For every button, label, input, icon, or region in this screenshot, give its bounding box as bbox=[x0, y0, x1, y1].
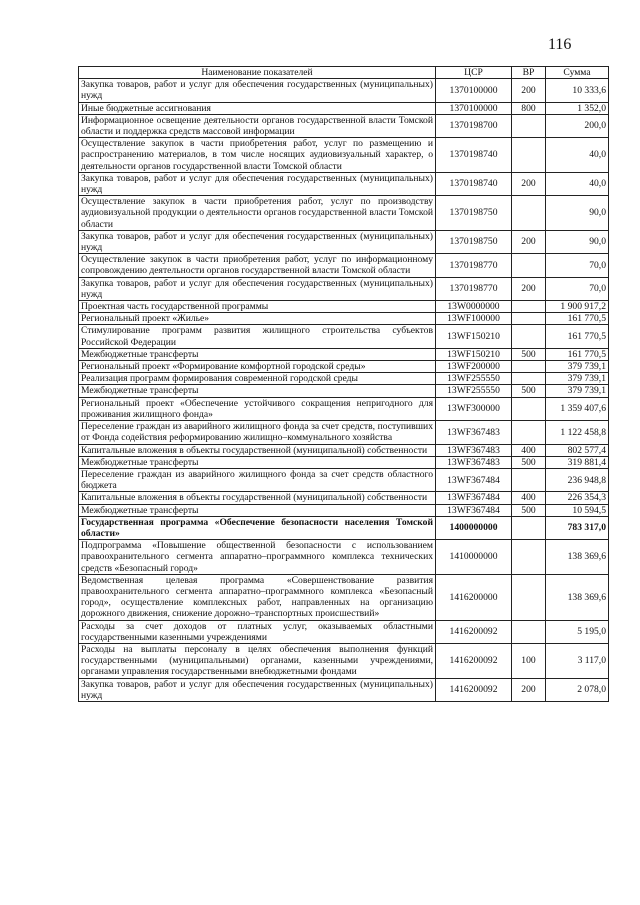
header-csr: ЦСР bbox=[436, 67, 512, 79]
row-csr: 1416200000 bbox=[436, 574, 512, 620]
row-name: Переселение граждан из аварийного жилищного фонда за счет средств, поступивших от Фонда содействия реформированию жилищно–коммунального хозяйства bbox=[79, 421, 436, 444]
table-row bbox=[79, 492, 609, 504]
row-vr bbox=[512, 196, 546, 231]
row-name: Межбюджетные трансферты bbox=[79, 504, 436, 516]
table-row bbox=[79, 301, 609, 313]
row-csr: 1370100000 bbox=[436, 102, 512, 114]
row-name: Переселение граждан из аварийного жилищного фонда за счет средств областного бюджета bbox=[79, 468, 436, 491]
table-row bbox=[79, 620, 609, 643]
row-sum: 10 594,5 bbox=[546, 504, 609, 516]
table-row bbox=[79, 444, 609, 456]
row-csr: 13WF367483 bbox=[436, 456, 512, 468]
row-name: Региональный проект «Жилье» bbox=[79, 313, 436, 325]
table-row bbox=[79, 172, 609, 195]
row-csr: 13WF367483 bbox=[436, 444, 512, 456]
row-csr: 1370198740 bbox=[436, 138, 512, 173]
table-row bbox=[79, 196, 609, 231]
row-sum: 40,0 bbox=[546, 172, 609, 195]
row-name: Расходы на выплаты персоналу в целях обеспечения выполнения функций государственными (муниципальными) органами, казенными учреждениями, органами управления государственными внебюджетными фондами bbox=[79, 643, 436, 678]
row-sum: 90,0 bbox=[546, 230, 609, 253]
row-name: Расходы за счет доходов от платных услуг, оказываемых областными государственными казенными учреждениями bbox=[79, 620, 436, 643]
row-name: Проектная часть государственной программы bbox=[79, 301, 436, 313]
row-vr bbox=[512, 254, 546, 277]
row-vr bbox=[512, 114, 546, 137]
table-row bbox=[79, 79, 609, 102]
row-csr: 1370198770 bbox=[436, 254, 512, 277]
header-sum: Сумма bbox=[546, 67, 609, 79]
table-row bbox=[79, 456, 609, 468]
row-csr: 13WF367484 bbox=[436, 504, 512, 516]
row-csr: 1370198750 bbox=[436, 196, 512, 231]
row-name: Закупка товаров, работ и услуг для обеспечения государственных (муниципальных) нужд bbox=[79, 230, 436, 253]
table-row bbox=[79, 114, 609, 137]
row-vr: 100 bbox=[512, 643, 546, 678]
table-row bbox=[79, 574, 609, 620]
row-name: Региональный проект «Формирование комфортной городской среды» bbox=[79, 361, 436, 373]
row-sum: 236 948,8 bbox=[546, 468, 609, 491]
row-name: Подпрограмма «Повышение общественной безопасности с использованием правоохранительного сегмента аппаратно–программного комплекса технических средств «Безопасный город» bbox=[79, 540, 436, 575]
row-vr bbox=[512, 138, 546, 173]
table-row bbox=[79, 361, 609, 373]
row-vr: 800 bbox=[512, 102, 546, 114]
row-sum: 138 369,6 bbox=[546, 574, 609, 620]
row-sum: 90,0 bbox=[546, 196, 609, 231]
table-row bbox=[79, 325, 609, 348]
row-vr: 500 bbox=[512, 385, 546, 397]
row-vr bbox=[512, 468, 546, 491]
row-csr: 13WF150210 bbox=[436, 348, 512, 360]
table-row bbox=[79, 277, 609, 300]
row-sum: 1 122 458,8 bbox=[546, 421, 609, 444]
table-row bbox=[79, 397, 609, 420]
row-csr: 1370198740 bbox=[436, 172, 512, 195]
row-vr bbox=[512, 373, 546, 385]
row-vr: 200 bbox=[512, 230, 546, 253]
row-name: Закупка товаров, работ и услуг для обеспечения государственных (муниципальных) нужд bbox=[79, 277, 436, 300]
row-sum: 783 317,0 bbox=[546, 516, 609, 539]
row-vr: 400 bbox=[512, 492, 546, 504]
row-name: Закупка товаров, работ и услуг для обеспечения государственных (муниципальных) нужд bbox=[79, 79, 436, 102]
row-vr bbox=[512, 313, 546, 325]
row-csr: 13WF255550 bbox=[436, 373, 512, 385]
row-csr: 1416200092 bbox=[436, 643, 512, 678]
table-row bbox=[79, 313, 609, 325]
row-sum: 200,0 bbox=[546, 114, 609, 137]
page-number: 116 bbox=[548, 36, 572, 53]
row-name: Осуществление закупок в части приобретения работ, услуг по размещению и распространению материалов, в том числе носящих аудиовизуальный характер, о деятельности органов государственной власти Томской области bbox=[79, 138, 436, 173]
table-row bbox=[79, 254, 609, 277]
row-csr: 1370198750 bbox=[436, 230, 512, 253]
table-body bbox=[79, 79, 609, 702]
row-vr: 200 bbox=[512, 277, 546, 300]
row-sum: 161 770,5 bbox=[546, 325, 609, 348]
table-row bbox=[79, 516, 609, 539]
row-sum: 10 333,6 bbox=[546, 79, 609, 102]
table-row bbox=[79, 138, 609, 173]
row-vr: 200 bbox=[512, 172, 546, 195]
row-vr: 500 bbox=[512, 348, 546, 360]
table-row bbox=[79, 348, 609, 360]
row-name: Иные бюджетные ассигнования bbox=[79, 102, 436, 114]
row-name: Региональный проект «Обеспечение устойчивого сокращения непригодного для проживания жилищного фонда» bbox=[79, 397, 436, 420]
row-vr bbox=[512, 620, 546, 643]
row-name: Межбюджетные трансферты bbox=[79, 456, 436, 468]
header-name: Наименование показателей bbox=[79, 67, 436, 79]
row-csr: 13WF300000 bbox=[436, 397, 512, 420]
budget-table bbox=[78, 66, 609, 702]
row-sum: 379 739,1 bbox=[546, 361, 609, 373]
row-vr: 400 bbox=[512, 444, 546, 456]
table-row bbox=[79, 230, 609, 253]
row-name: Капитальные вложения в объекты государственной (муниципальной) собственности bbox=[79, 492, 436, 504]
row-vr bbox=[512, 421, 546, 444]
table-row bbox=[79, 102, 609, 114]
row-csr: 13W0000000 bbox=[436, 301, 512, 313]
table-row bbox=[79, 540, 609, 575]
row-vr bbox=[512, 516, 546, 539]
row-vr: 200 bbox=[512, 79, 546, 102]
row-vr bbox=[512, 325, 546, 348]
row-vr bbox=[512, 574, 546, 620]
row-name: Реализация программ формирования современной городской среды bbox=[79, 373, 436, 385]
row-csr: 13WF150210 bbox=[436, 325, 512, 348]
row-sum: 2 078,0 bbox=[546, 678, 609, 701]
row-sum: 1 359 407,6 bbox=[546, 397, 609, 420]
row-csr: 1370100000 bbox=[436, 79, 512, 102]
row-sum: 379 739,1 bbox=[546, 373, 609, 385]
row-sum: 138 369,6 bbox=[546, 540, 609, 575]
row-name: Осуществление закупок в части приобретения работ, услуг по производству аудиовизуальной продукции о деятельности органов государственной власти Томской области bbox=[79, 196, 436, 231]
table-row bbox=[79, 373, 609, 385]
table-row bbox=[79, 678, 609, 701]
row-csr: 1400000000 bbox=[436, 516, 512, 539]
row-vr bbox=[512, 397, 546, 420]
row-sum: 161 770,5 bbox=[546, 348, 609, 360]
row-csr: 13WF367484 bbox=[436, 468, 512, 491]
row-name: Капитальные вложения в объекты государственной (муниципальной) собственности bbox=[79, 444, 436, 456]
row-name: Закупка товаров, работ и услуг для обеспечения государственных (муниципальных) нужд bbox=[79, 678, 436, 701]
row-sum: 226 354,3 bbox=[546, 492, 609, 504]
row-csr: 13WF255550 bbox=[436, 385, 512, 397]
row-csr: 13WF367483 bbox=[436, 421, 512, 444]
row-name: Государственная программа «Обеспечение безопасности населения Томской области» bbox=[79, 516, 436, 539]
row-sum: 802 577,4 bbox=[546, 444, 609, 456]
row-sum: 5 195,0 bbox=[546, 620, 609, 643]
row-name: Стимулирование программ развития жилищного строительства субъектов Российской Федерации bbox=[79, 325, 436, 348]
row-sum: 70,0 bbox=[546, 254, 609, 277]
row-name: Ведомственная целевая программа «Совершенствование развития правоохранительного сегмента аппаратно–программного комплекса «Безопасный город», осуществление комплексных работ, направленных на организацию дорожного движения, снижение дорожно–транспортных происшествий» bbox=[79, 574, 436, 620]
row-sum: 319 881,4 bbox=[546, 456, 609, 468]
row-name: Информационное освещение деятельности органов государственной власти Томской области и поддержка средств массовой информации bbox=[79, 114, 436, 137]
row-vr: 500 bbox=[512, 504, 546, 516]
row-vr: 500 bbox=[512, 456, 546, 468]
row-name: Межбюджетные трансферты bbox=[79, 385, 436, 397]
row-csr: 1416200092 bbox=[436, 620, 512, 643]
row-csr: 1410000000 bbox=[436, 540, 512, 575]
row-csr: 1370198770 bbox=[436, 277, 512, 300]
row-sum: 1 352,0 bbox=[546, 102, 609, 114]
row-vr bbox=[512, 301, 546, 313]
table-row bbox=[79, 504, 609, 516]
row-sum: 70,0 bbox=[546, 277, 609, 300]
row-sum: 161 770,5 bbox=[546, 313, 609, 325]
row-csr: 1370198700 bbox=[436, 114, 512, 137]
table-row bbox=[79, 468, 609, 491]
row-name: Закупка товаров, работ и услуг для обеспечения государственных (муниципальных) нужд bbox=[79, 172, 436, 195]
row-csr: 13WF367484 bbox=[436, 492, 512, 504]
row-vr bbox=[512, 361, 546, 373]
row-csr: 13WF200000 bbox=[436, 361, 512, 373]
row-sum: 379 739,1 bbox=[546, 385, 609, 397]
table-header-row bbox=[79, 67, 609, 79]
row-sum: 3 117,0 bbox=[546, 643, 609, 678]
row-name: Межбюджетные трансферты bbox=[79, 348, 436, 360]
row-vr: 200 bbox=[512, 678, 546, 701]
row-sum: 40,0 bbox=[546, 138, 609, 173]
table-row bbox=[79, 385, 609, 397]
row-name: Осуществление закупок в части приобретения работ, услуг по информационному сопровождению деятельности органов государственной власти Томской области bbox=[79, 254, 436, 277]
row-csr: 13WF100000 bbox=[436, 313, 512, 325]
row-vr bbox=[512, 540, 546, 575]
row-sum: 1 900 917,2 bbox=[546, 301, 609, 313]
header-vr: ВР bbox=[512, 67, 546, 79]
table-row bbox=[79, 643, 609, 678]
table-row bbox=[79, 421, 609, 444]
row-csr: 1416200092 bbox=[436, 678, 512, 701]
